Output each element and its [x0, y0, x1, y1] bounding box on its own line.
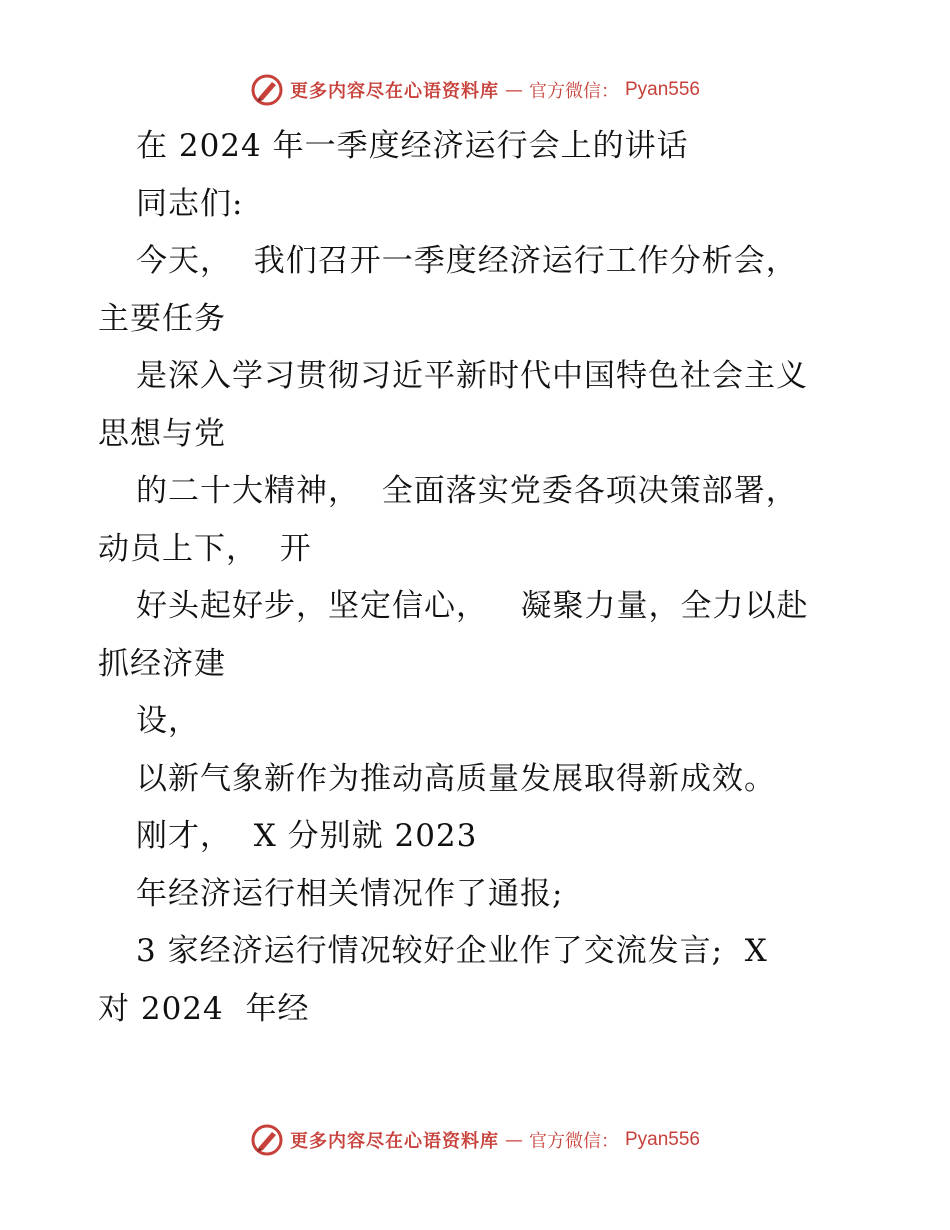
body-line: 对 2024 年经 — [98, 990, 310, 1027]
banner-separator: — — [504, 1129, 523, 1151]
body-line: 年经济运行相关情况作了通报; — [136, 875, 564, 912]
body-line: 3 家经济运行情况较好企业作了交流发言; X — [136, 933, 768, 969]
banner-text: 更多内容尽在心语资料库 — [289, 1131, 499, 1152]
salutation: 同志们: — [136, 185, 244, 222]
pen-logo-icon — [250, 1123, 284, 1157]
banner-wechat-label: 官方微信： — [528, 1131, 619, 1152]
body-line: 是深入学习贯彻习近平新时代中国特色社会主义 — [136, 358, 808, 394]
banner-text: 更多内容尽在心语资料库 — [289, 81, 499, 102]
banner-wechat-id: Pyan556 — [624, 1129, 700, 1150]
header-banner — [0, 70, 950, 110]
body-line: 抓经济建 — [98, 645, 226, 682]
body-line: 思想与党 — [98, 415, 226, 452]
body-line: 动员上下， 开 — [98, 530, 312, 567]
body-line: 设， — [136, 703, 200, 739]
body-line: 以新气象新作为推动高质量发展取得新成效。 — [136, 760, 776, 797]
footer-banner — [0, 1120, 950, 1160]
body-line: 今天， 我们召开一季度经济运行工作分析会， — [136, 243, 798, 279]
banner-wechat-label: 官方微信： — [528, 81, 619, 102]
pen-logo-icon — [250, 73, 284, 107]
document-title: 在 2024 年一季度经济运行会上的讲话 — [136, 128, 689, 164]
body-line: 主要任务 — [98, 300, 226, 337]
banner-wechat-id: Pyan556 — [624, 79, 700, 100]
document-body — [98, 118, 858, 1038]
banner-separator: — — [504, 79, 523, 101]
body-line: 的二十大精神， 全面落实党委各项决策部署， — [136, 473, 798, 509]
body-line: 好头起好步，坚定信心， 凝聚力量，全力以赴 — [136, 588, 809, 624]
body-line: 刚才， X 分别就 2023 — [136, 818, 478, 854]
